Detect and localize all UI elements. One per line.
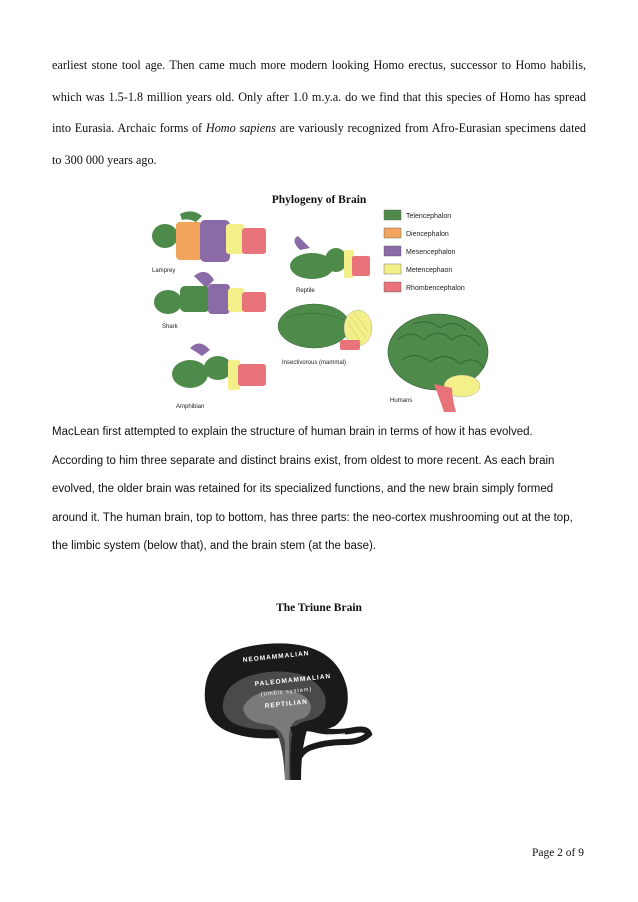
triune-brain-figure [185,630,415,780]
legend-label-rhombencephalon: Rhombencephalon [406,285,465,292]
legend-label-diencephalon: Diencephalon [406,231,449,238]
legend-swatch-telencephalon [384,210,401,220]
phylogeny-heading: Phylogeny of Brain [271,194,367,206]
intro-text-species: Homo sapiens [205,121,277,135]
label-reptilian: REPTILIAN [264,698,309,710]
triune-brain-heading: The Triune Brain [276,602,362,614]
intro-text-part3: are variously recognized from Afro-Eurasian specimens dated to 300 000 years ago. [52,121,586,167]
label-humans: Humans [390,398,413,404]
label-paleomammalian: PALEOMAMMALIAN [254,673,332,688]
mammal-brain [278,304,372,366]
legend-label-telencephalon: Telencephalon [406,213,452,220]
lamprey-brain [152,211,266,274]
shark-brain [154,272,266,330]
reptile-brain [290,236,370,294]
amphibian-brain [172,343,266,410]
phylogeny-figure [140,200,520,418]
human-brain [388,314,488,412]
legend-swatch-mesencephalon [384,246,401,256]
label-mammal: Insectivorous (mammal) [282,360,347,366]
legend-swatch-metencephalon [384,264,401,274]
label-reptile: Reptile [296,288,315,294]
label-shark: Shark [162,324,178,330]
legend-label-mesencephalon: Mesencephalon [406,249,456,256]
intro-text-part1: earliest stone tool age. Then came much more modern looking Homo erectus, successor to Homo habilis, which was 1.5-1.8 million years old. Only after 1.0 m.y.a. do we find that this species of Homo has spread into Eurasia. Archaic forms of [52,58,586,135]
legend-swatch-rhombencephalon [384,282,401,292]
legend-label-metencephalon: Metencephaon [406,267,453,274]
label-lamprey: Lamprey [152,268,176,274]
intro-paragraph [52,50,586,176]
label-neomammalian: NEOMAMMALIAN [242,650,310,664]
maclean-paragraph: MacLean first attempted to explain the structure of human brain in terms of how it has evolved. According to him three separate and distinct brains exist, from oldest to more recent. As each brain evolved, the older brain was retained for its specialized functions, and the new brain simply formed around it. The human brain, top to bottom, has three parts: the neo-cortex mushrooming out at the top, the limbic system (below that), and the brain stem (at the base). [52,426,573,552]
label-amphibian: Amphibian [176,404,205,410]
phylogeny-legend [384,210,465,292]
legend-swatch-diencephalon [384,228,401,238]
label-limbic: (limbic system) [260,686,313,698]
page-number: Page 2 of 9 [531,847,584,859]
